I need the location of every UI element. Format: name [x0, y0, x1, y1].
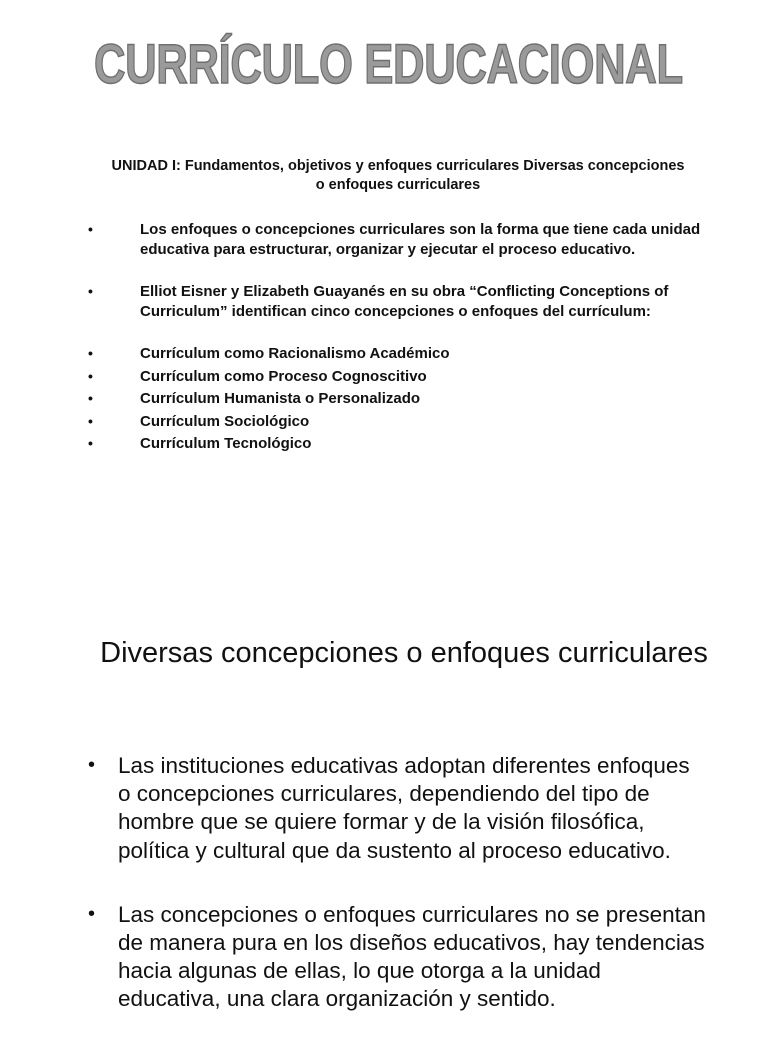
list-item-text: Currículum como Racionalismo Académico — [140, 345, 450, 362]
bullet-icon: • — [88, 367, 93, 384]
slide-1-bullet-list — [88, 220, 728, 457]
list-item — [88, 901, 708, 1014]
list-item — [88, 282, 728, 321]
list-item-text: Las concepciones o enfoques curriculares no se presentan de manera pura en los diseños educativos, hay tendencias hacia algunas de ellas, lo que otorga a la unidad educativa, una clara organización y sentido. — [118, 901, 706, 1012]
bullet-icon: • — [88, 754, 96, 776]
slide-2-bullet-list — [88, 752, 708, 1050]
bullet-icon: • — [88, 902, 96, 925]
bullet-icon: • — [88, 283, 93, 299]
bullet-icon: • — [88, 412, 93, 429]
list-item-text: Currículum como Proceso Cognoscitivo — [140, 367, 427, 385]
list-item-text: Currículum Sociológico — [140, 412, 310, 430]
list-item — [88, 752, 708, 865]
list-item — [88, 344, 728, 364]
bullet-icon: • — [88, 435, 93, 451]
list-item — [88, 412, 728, 432]
list-item-text: Los enfoques o concepciones curriculares son la forma que tiene cada unidad educativa para estructurar, organizar y ejecutar el proceso educativo. — [140, 221, 701, 258]
list-item — [88, 389, 728, 409]
bullet-icon: • — [88, 221, 93, 237]
slide-2-title: Diversas concepciones o enfoques curriculares — [100, 637, 708, 669]
unit-subtitle: UNIDAD I: Fundamentos, objetivos y enfoques curriculares Diversas concepciones o enfoques curriculares — [111, 158, 685, 193]
list-item — [88, 434, 728, 454]
bullet-icon: • — [88, 390, 93, 406]
list-item-text: Elliot Eisner y Elizabeth Guayanés en su obra “Conflicting Conceptions of Curriculum” identifican cinco concepciones o enfoques del currículum: — [140, 283, 669, 320]
list-item — [88, 367, 728, 387]
list-item — [88, 220, 728, 259]
bullet-icon: • — [88, 345, 93, 361]
list-item-text: Las instituciones educativas adoptan diferentes enfoques o concepciones curriculares, dependiendo del tipo de hombre que se quiere formar y de la visión filosófica, política y cultural que da sustento al proceso educativo. — [118, 753, 690, 863]
list-item-text: Currículum Tecnológico — [140, 435, 312, 452]
list-item-text: Currículum Humanista o Personalizado — [140, 390, 421, 407]
document-title: CURRÍCULO EDUCACIONAL — [94, 32, 683, 95]
